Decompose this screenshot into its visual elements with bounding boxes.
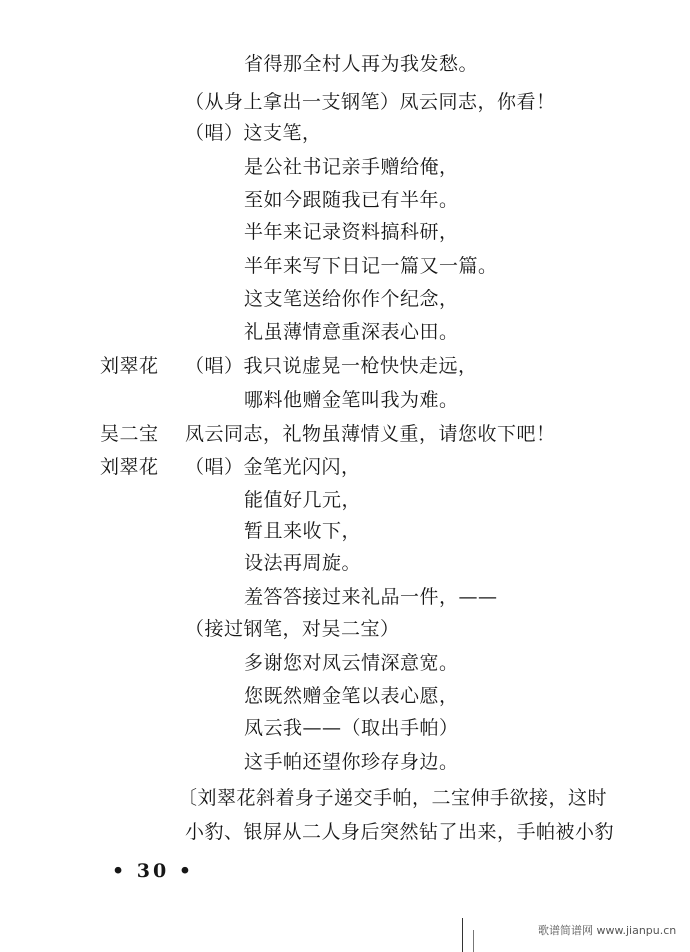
page-number: • 30 • — [112, 860, 194, 882]
script-line-4: 是公社书记亲手赠给俺， — [244, 156, 459, 178]
script-line-5: 至如今跟随我已有半年。 — [244, 189, 459, 211]
stage-direction-line-1: 〔刘翠花斜着身子递交手帕，二宝伸手欲接，这时 — [178, 787, 608, 809]
script-line-19: 多谢您对凤云情深意宽。 — [244, 652, 459, 674]
script-line-7: 半年来写下日记一篇又一篇。 — [244, 255, 498, 277]
script-line-6: 半年来记录资料搞科研， — [244, 221, 459, 243]
script-line-16: 设法再周旋。 — [244, 552, 362, 574]
script-line-18: （接过钢笔，对吴二宝） — [185, 618, 400, 640]
script-line-8: 这支笔送给你作个纪念， — [244, 288, 459, 310]
speaker-name: 吴二宝 — [100, 423, 159, 445]
stage-direction-line-2: 小豹、银屏从二人身后突然钻了出来，手帕被小豹 — [185, 821, 615, 843]
speaker-name: 刘翠花 — [100, 355, 159, 377]
speaker-name: 刘翠花 — [100, 456, 159, 478]
script-line-12: 凤云同志，礼物虽薄情义重，请您收下吧！ — [185, 423, 556, 445]
script-line-22: 这手帕还望你珍存身边。 — [244, 751, 459, 773]
watermark: 歌谱简谱网 www.jianpu.cn — [538, 924, 677, 937]
script-line-10: （唱）我只说虚晃一枪快快走远， — [185, 355, 478, 377]
script-line-9: 礼虽薄情意重深表心田。 — [244, 321, 459, 343]
script-line-17: 羞答答接过来礼品一件，—— — [244, 586, 498, 608]
script-line-20: 您既然赠金笔以表心愿， — [244, 685, 459, 707]
margin-rule — [473, 930, 474, 952]
margin-rule — [462, 918, 463, 952]
script-line-13: （唱）金笔光闪闪， — [185, 456, 361, 478]
script-line-11: 哪料他赠金笔叫我为难。 — [244, 389, 459, 411]
script-line-15: 暂且来收下， — [244, 520, 362, 542]
script-line-14: 能值好几元， — [244, 489, 362, 511]
script-line-21: 凤云我——（取出手帕） — [244, 717, 459, 739]
script-line-2: （从身上拿出一支钢笔）凤云同志，你看！ — [185, 91, 556, 113]
script-line-3: （唱）这支笔， — [185, 122, 322, 144]
script-line-1: 省得那全村人再为我发愁。 — [244, 53, 479, 75]
